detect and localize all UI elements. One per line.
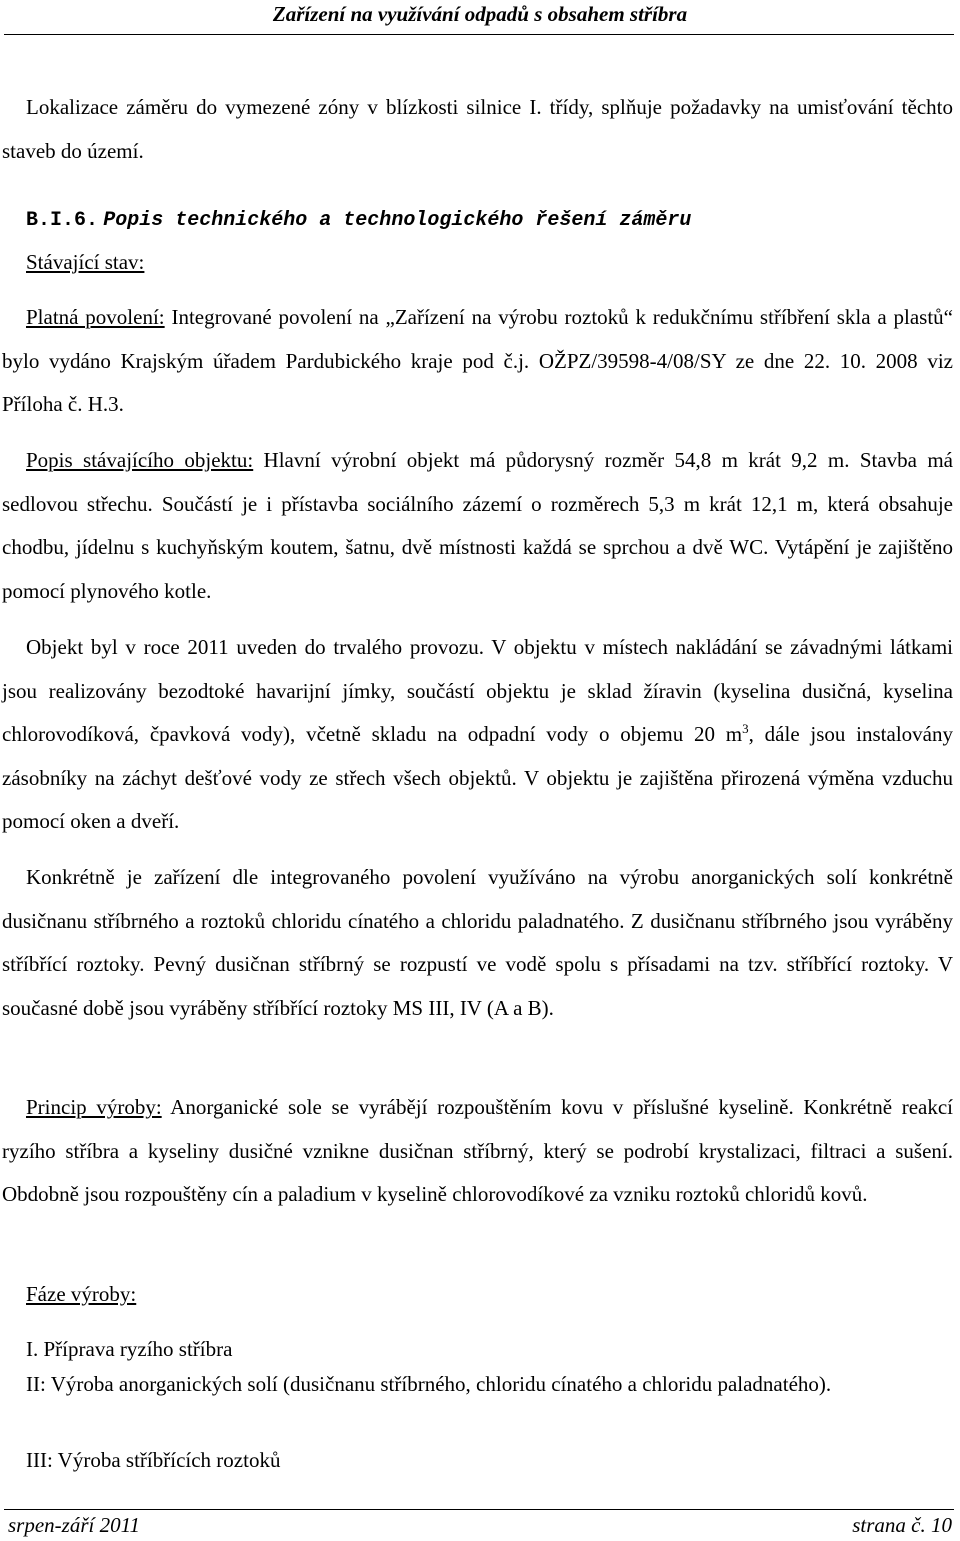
section-number: B.I.6. [26,209,99,232]
current-state-label-row [2,240,953,284]
principle-label: Princip výroby: [26,1095,162,1119]
operation-superscript: 3 [742,721,749,736]
current-state-label: Stávající stav: [26,250,145,274]
object-text: Hlavní výrobní objekt má půdorysný rozměr 54,8 m krát 9,2 m. Stavba má sedlovou střechu. Součástí je i přístavba sociálního zázemí o rozměrech 5,3 m krát 12,1 m, která obsahuje chodbu, jídelnu s kuchyňským koutem, šatnu, dvě místnosti každá se sprchou a dvě WC. Vytápění je zajištěno pomocí plynového kotle. [2,448,953,603]
paragraph-principle [2,1086,953,1217]
paragraph-operation [2,626,953,844]
phase-item [2,1439,953,1482]
footer-divider [4,1509,954,1510]
header-divider [4,34,954,35]
phase-item [2,1370,953,1399]
paragraph-specific [2,856,953,1030]
paragraph-permits [2,296,953,427]
paragraph-object [2,439,953,613]
permits-text: Integrované povolení na „Zařízení na výrobu roztoků k redukčnímu stříbření skla a plastů“ bylo vydáno Krajským úřadem Pardubického kraje pod č.j. OŽPZ/39598-4/08/SY ze dne 22. 10. 2008 viz Příloha č. H.3. [2,305,953,416]
phases-label: Fáze výroby: [26,1282,137,1306]
principle-text: Anorganické sole se vyrábějí rozpouštěním kovu v příslušné kyselině. Konkrétně reakcí ryzího stříbra a kyseliny dusičné vznikne dusičnan stříbrný, který se podrobí krystalizaci, filtraci a sušení. Obdobně jsou rozpouštěny cín a paladium v kyselině chlorovodíkové za vzniku roztoků chloridů kovů. [2,1095,953,1206]
operation-text-before: Objekt byl v roce 2011 uveden do trvalého provozu. V objektu v místech nakládání se závadnými látkami jsou realizovány bezodtoké havarijní jímky, součástí objektu je sklad žíravin (kyselina dusičná, kyselina chlorovodíková, čpavková vody), včetně skladu na odpadní vody o objemu 20 m [2,635,953,746]
section-heading [2,196,953,243]
phase-item [2,1328,953,1372]
specific-text: Konkrétně je zařízení dle integrovaného povolení využíváno na výrobu anorganických solí konkrétně dusičnanu stříbrného a roztoků chloridu cínatého a chloridu paladnatého. Z dusičnanu stříbrného jsou vyráběny stříbřící roztoky. Pevný dusičnan stříbrný se rozpustí ve vodě spolu s přísadami na tzv. stříbřící roztoky. V současné době jsou vyráběny stříbřící roztoky MS III, IV (A a B). [2,865,953,1020]
phase-item-text: II: Výroba anorganických solí (dusičnanu stříbrného, chloridu cínatého a chloridu paladnatého). [26,1372,832,1396]
permits-label: Platná povolení: [26,305,165,329]
phases-label-row [2,1273,953,1317]
phase-item-text: III: Výroba stříbřících roztoků [26,1448,281,1472]
paragraph-location [2,86,953,173]
object-label: Popis stávajícího objektu: [26,448,254,472]
section-title: Popis technického a technologického řešení záměru [103,209,692,232]
paragraph-location-text: Lokalizace záměru do vymezené zóny v blízkosti silnice I. třídy, splňuje požadavky na umisťování těchto staveb do území. [2,95,953,163]
footer-page-number: strana č. 10 [852,1513,952,1537]
footer-date: srpen-září 2011 [8,1513,141,1537]
operation-text-after: , dále jsou instalovány zásobníky na záchyt dešťové vody ze střech všech objektů. V objektu je zajištěna přirozená výměna vzduchu pomocí oken a dveří. [2,722,953,833]
page-header: Zařízení na využívání odpadů s obsahem stříbra [272,2,688,26]
phase-item-text: I. Příprava ryzího stříbra [26,1337,233,1361]
